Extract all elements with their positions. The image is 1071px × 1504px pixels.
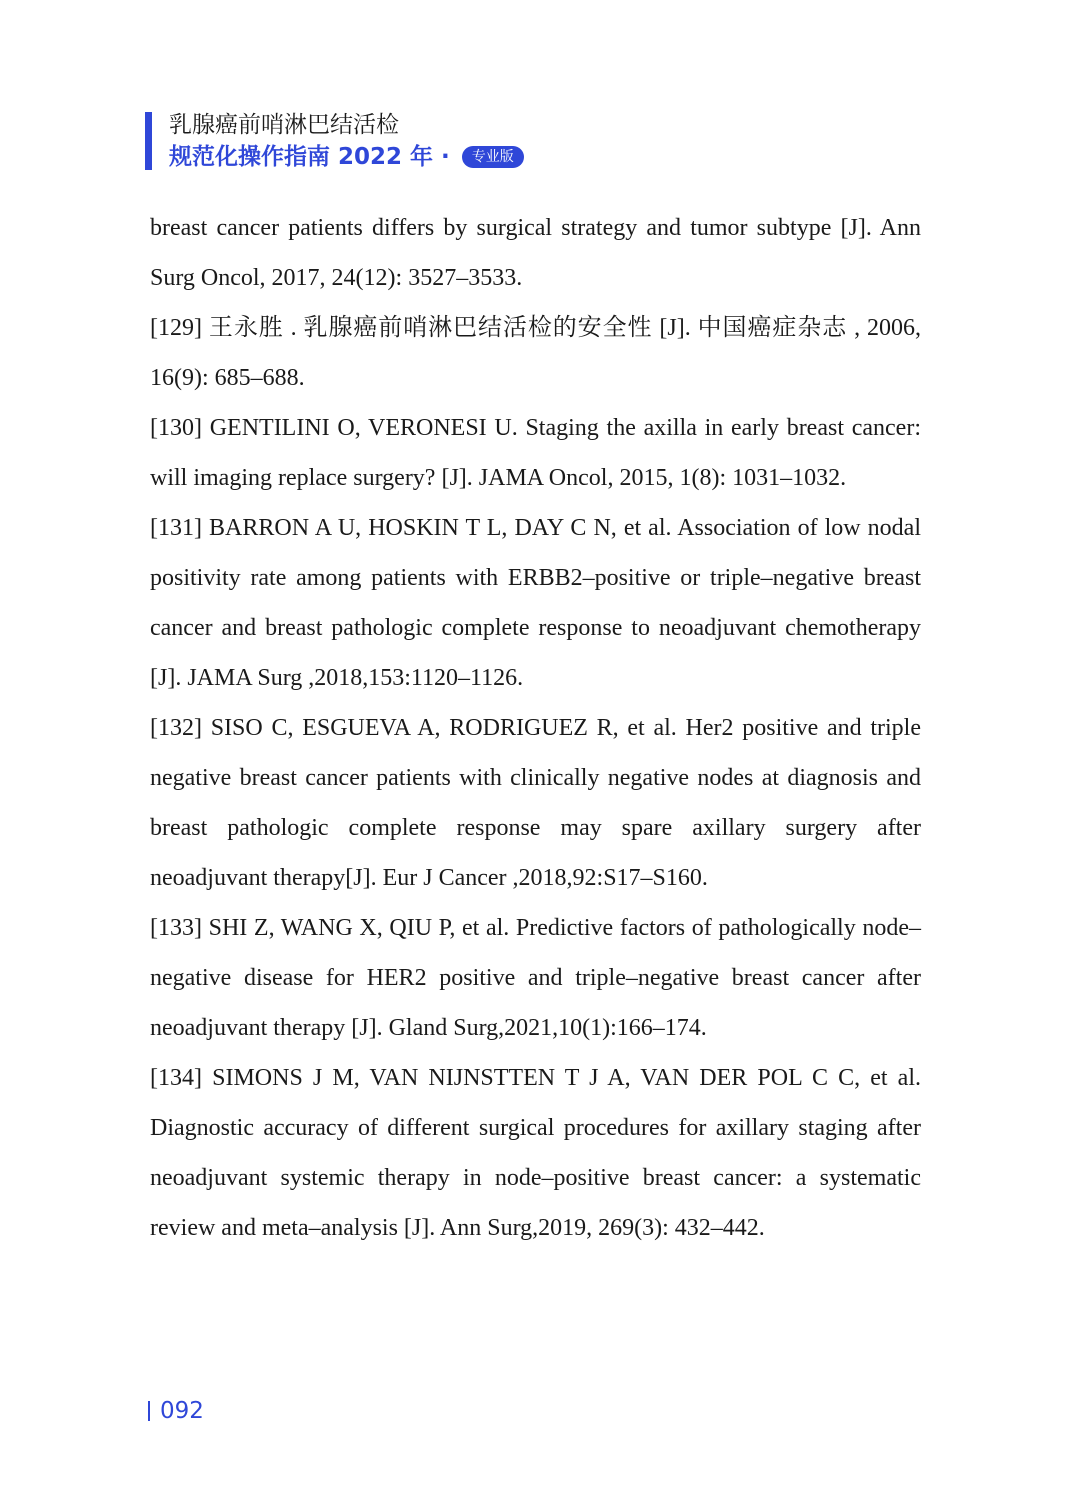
reference-list bbox=[150, 203, 921, 1253]
header-accent-bar bbox=[145, 112, 152, 170]
edition-badge: 专业版 bbox=[462, 146, 524, 168]
reference-item: [130] GENTILINI O, VERONESI U. Staging the axilla in early breast cancer: will imaging replace surgery? [J]. JAMA Oncol, 2015, 1(8): 1031–1032. bbox=[150, 415, 921, 491]
footer-accent-bar bbox=[148, 1401, 150, 1421]
reference-item: [134] SIMONS J M, VAN NIJNSTTEN T J A, VAN DER POL C C, et al. Diagnostic accuracy of different surgical procedures for axillary staging after neoadjuvant systemic therapy in node–positive breast cancer: a systematic review and meta–analysis [J]. Ann Surg,2019, 269(3): 432–442. bbox=[150, 1065, 921, 1241]
page-number: 092 bbox=[160, 1398, 204, 1424]
header-title-line1: 乳腺癌前哨淋巴结活检 bbox=[169, 112, 399, 138]
reference-item: [132] SISO C, ESGUEVA A, RODRIGUEZ R, et al. Her2 positive and triple negative breast cancer patients with clinically negative nodes at diagnosis and breast pathologic complete response may spare axillary surgery after neoadjuvant therapy[J]. Eur J Cancer ,2018,92:S17–S160. bbox=[150, 715, 921, 891]
reference-item: [129] 王永胜 . 乳腺癌前哨淋巴结活检的安全性 [J]. 中国癌症杂志 , 2006, 16(9): 685–688. bbox=[150, 315, 921, 391]
reference-item: [133] SHI Z, WANG X, QIU P, et al. Predictive factors of pathologically node–negative disease for HER2 positive and triple–negative breast cancer after neoadjuvant therapy [J]. Gland Surg,2021,10(1):166–174. bbox=[150, 915, 921, 1041]
header-title-line2 bbox=[169, 142, 524, 172]
reference-item: breast cancer patients differs by surgical strategy and tumor subtype [J]. Ann Surg Oncol, 2017, 24(12): 3527–3533. bbox=[150, 215, 921, 291]
reference-item: [131] BARRON A U, HOSKIN T L, DAY C N, et al. Association of low nodal positivity rate among patients with ERBB2–positive or triple–negative breast cancer and breast pathologic complete response to neoadjuvant chemotherapy [J]. JAMA Surg ,2018,153:1120–1126. bbox=[150, 515, 921, 691]
header-title-line2-text: 规范化操作指南 2022 年 · bbox=[169, 144, 450, 170]
